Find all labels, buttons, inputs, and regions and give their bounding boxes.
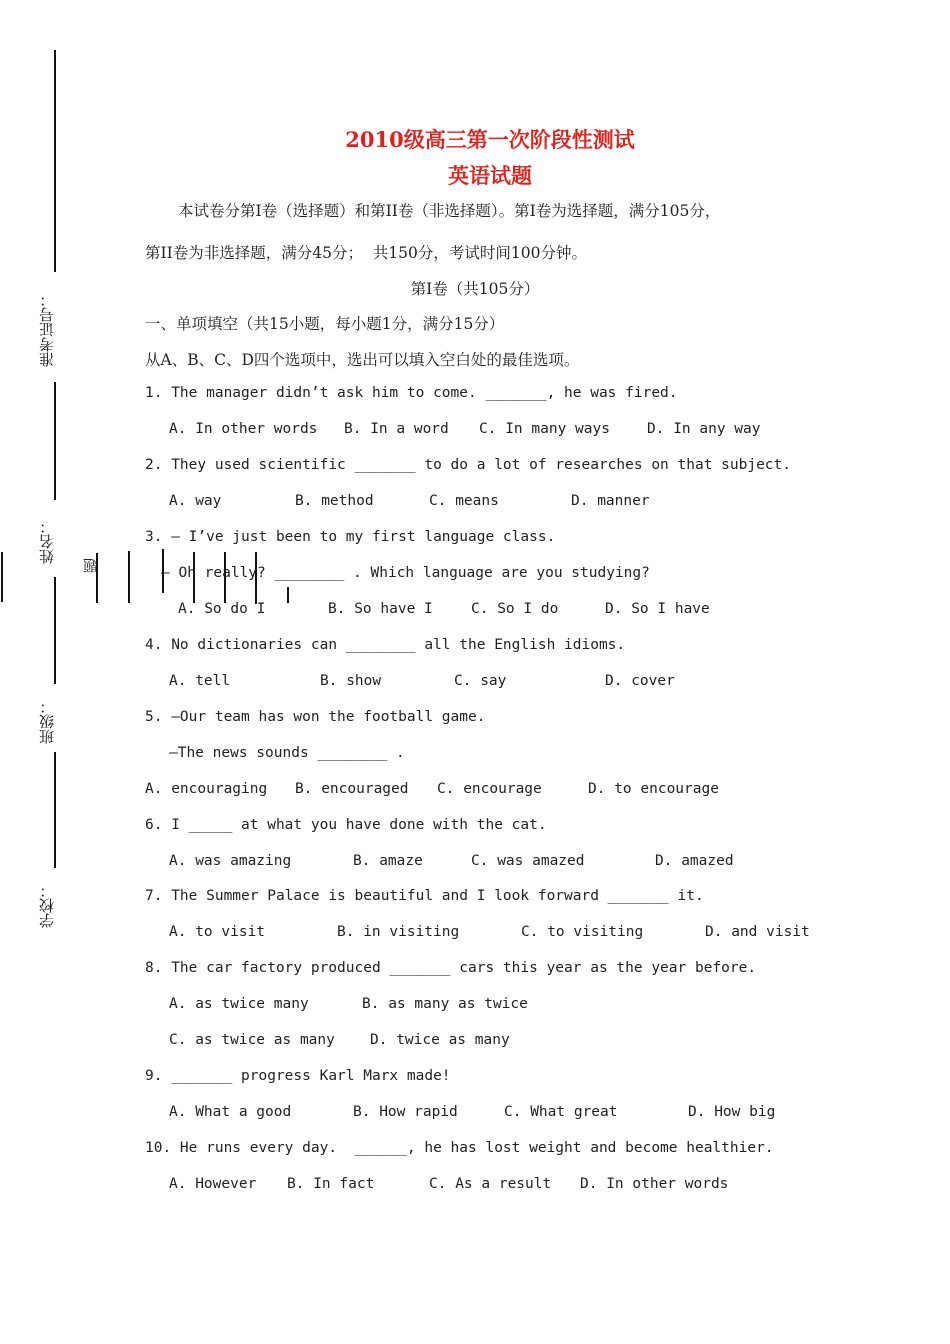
option: B. How rapid xyxy=(353,1104,458,1120)
option: A. However xyxy=(169,1176,257,1192)
option: C. As a result xyxy=(429,1176,552,1192)
seal-line xyxy=(1,552,3,602)
option: C. as twice as many xyxy=(169,1032,335,1048)
option: D. In other words xyxy=(580,1176,729,1192)
option: C. So I do xyxy=(471,601,559,617)
class-label: 班级： xyxy=(38,699,56,744)
margin-line xyxy=(54,382,56,500)
option: C. to visiting xyxy=(521,924,644,940)
option: A. What a good xyxy=(169,1104,292,1120)
option: B. In fact xyxy=(287,1176,375,1192)
option: B. as many as twice xyxy=(362,996,528,1012)
option: D. How big xyxy=(688,1104,776,1120)
option: B. So have I xyxy=(328,601,433,617)
option: A. was amazing xyxy=(169,853,292,869)
option: A. In other words xyxy=(169,421,318,437)
question-stem: 1. The manager didn’t ask him to come. _______, he was fired. xyxy=(145,385,678,401)
school-label: 学校： xyxy=(38,883,56,928)
seal-line xyxy=(287,587,289,603)
option: D. to encourage xyxy=(588,781,719,797)
intro-line-2: 第II卷为非选择题，满分45分； 共150分，考试时间100分钟。 xyxy=(145,244,587,262)
option: D. cover xyxy=(605,673,675,689)
question-stem: 7. The Summer Palace is beautiful and I look forward _______ it. xyxy=(145,888,704,904)
question-stem: 9. _______ progress Karl Marx made! xyxy=(145,1068,451,1084)
option: B. show xyxy=(320,673,382,689)
option: C. encourage xyxy=(437,781,542,797)
option: C. was amazed xyxy=(471,853,585,869)
question-stem: 4. No dictionaries can ________ all the English idioms. xyxy=(145,637,626,653)
exam-title: 2010级高三第一次阶段性测试 xyxy=(345,127,635,152)
option: D. manner xyxy=(571,493,650,509)
option: D. amazed xyxy=(655,853,734,869)
section-heading: 第I卷（共105分） xyxy=(410,280,540,298)
option: A. as twice many xyxy=(169,996,309,1012)
seal-stamp-text: 题 xyxy=(82,558,100,573)
question-stem: 8. The car factory produced _______ cars this year as the year before. xyxy=(145,960,757,976)
exam-subtitle: 英语试题 xyxy=(448,163,532,188)
option: A. tell xyxy=(169,673,231,689)
margin-line xyxy=(54,577,56,684)
option: D. and visit xyxy=(705,924,810,940)
question-stem: 6. I _____ at what you have done with the cat. xyxy=(145,817,547,833)
option: A. So do I xyxy=(178,601,266,617)
question-stem-reply: — Oh really? ________ . Which language are you studying? xyxy=(161,565,650,581)
option: B. in visiting xyxy=(337,924,460,940)
option: B. method xyxy=(295,493,374,509)
part-instruction: 从A、B、C、D四个选项中，选出可以填入空白处的最佳选项。 xyxy=(145,351,580,369)
exam-number-label: 准考证号： xyxy=(38,292,56,367)
question-stem: 3. — I’ve just been to my first language class. xyxy=(145,529,556,545)
option: C. In many ways xyxy=(479,421,610,437)
option: B. encouraged xyxy=(295,781,409,797)
seal-line xyxy=(128,551,130,603)
option: B. In a word xyxy=(344,421,449,437)
question-stem: 5. —Our team has won the football game. xyxy=(145,709,486,725)
margin-line xyxy=(54,752,56,868)
option: A. encouraging xyxy=(145,781,268,797)
option: C. What great xyxy=(504,1104,618,1120)
option: D. In any way xyxy=(647,421,761,437)
option: D. twice as many xyxy=(370,1032,510,1048)
question-stem: 10. He runs every day. ______, he has lost weight and become healthier. xyxy=(145,1140,774,1156)
intro-line-1: 本试卷分第I卷（选择题）和第II卷（非选择题）。第I卷为选择题，满分105分， xyxy=(178,202,721,220)
part-title: 一、单项填空（共15小题，每小题1分，满分15分） xyxy=(145,315,505,333)
option: B. amaze xyxy=(353,853,423,869)
question-stem: 2. They used scientific _______ to do a lot of researches on that subject. xyxy=(145,457,792,473)
option: A. way xyxy=(169,493,222,509)
question-stem-reply: —The news sounds ________ . xyxy=(169,745,405,761)
option: C. say xyxy=(454,673,507,689)
option: A. to visit xyxy=(169,924,266,940)
option: D. So I have xyxy=(605,601,710,617)
option: C. means xyxy=(429,493,499,509)
name-label: 姓名： xyxy=(38,519,56,564)
